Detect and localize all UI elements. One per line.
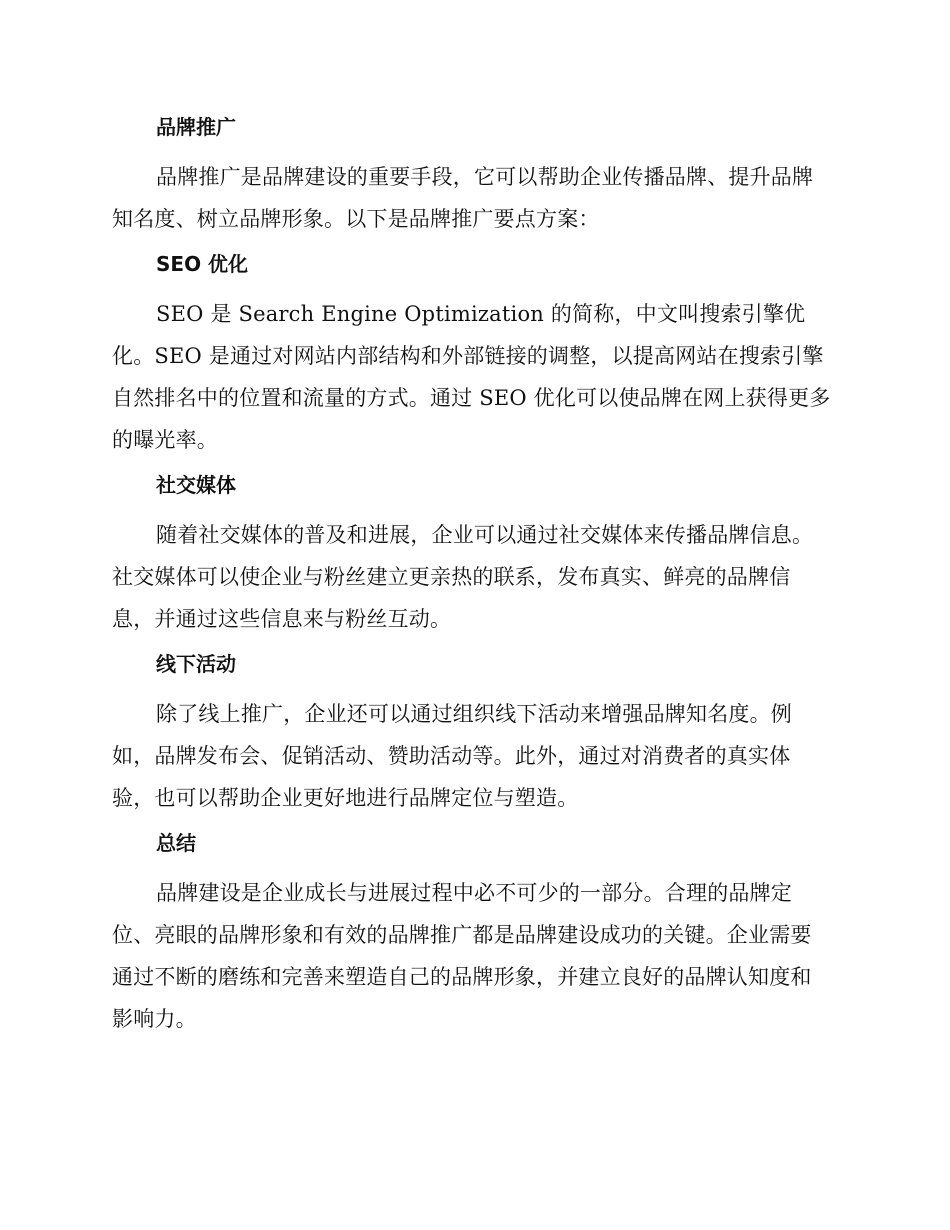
section-offline-events [112, 649, 832, 819]
section-heading: 线下活动 [156, 652, 236, 676]
section-paragraph: 品牌推广是品牌建设的重要手段，它可以帮助企业传播品牌、提升品牌知名度、树立品牌形象。以下是品牌推广要点方案： [112, 165, 814, 231]
section-summary [112, 828, 832, 1040]
section-seo [112, 249, 832, 461]
section-heading: 总结 [156, 831, 196, 855]
section-heading: 社交媒体 [156, 473, 236, 497]
section-paragraph: SEO 是 Search Engine Optimization 的简称，中文叫搜索引擎优化。SEO 是通过对网站内部结构和外部链接的调整，以提高网站在搜索引擎自然排名中的位置和流量的方式。通过 SEO 优化可以使品牌在网上获得更多的曝光率。 [112, 302, 831, 452]
section-social-media [112, 470, 832, 640]
section-paragraph: 随着社交媒体的普及和进展，企业可以通过社交媒体来传播品牌信息。社交媒体可以使企业与粉丝建立更亲热的联系，发布真实、鲜亮的品牌信息，并通过这些信息来与粉丝互动。 [112, 523, 814, 631]
section-heading: 品牌推广 [156, 115, 236, 139]
section-heading: SEO 优化 [156, 252, 249, 276]
section-paragraph: 除了线上推广，企业还可以通过组织线下活动来增强品牌知名度。例如，品牌发布会、促销活动、赞助活动等。此外，通过对消费者的真实体验，也可以帮助企业更好地进行品牌定位与塑造。 [112, 702, 792, 810]
section-paragraph: 品牌建设是企业成长与进展过程中必不可少的一部分。合理的品牌定位、亮眼的品牌形象和有效的品牌推广都是品牌建设成功的关键。企业需要通过不断的磨练和完善来塑造自己的品牌形象，并建立良好的品牌认知度和影响力。 [112, 881, 812, 1031]
section-brand-promotion [112, 112, 832, 240]
document-body [112, 112, 832, 1040]
